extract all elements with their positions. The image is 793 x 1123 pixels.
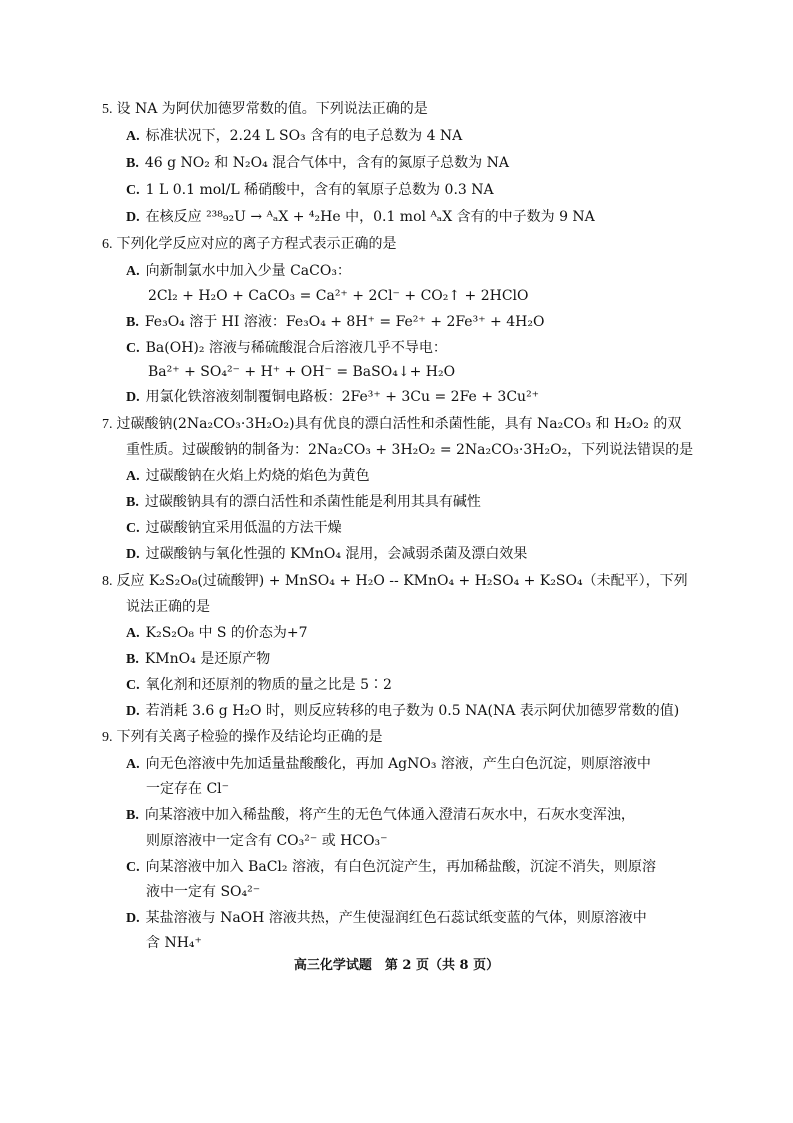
q7-stem-line1: 7. 过碳酸钠(2Na₂CO₃·3H₂O₂)具有优良的漂白活性和杀菌性能，具有 Na₂CO₃ 和 H₂O₂ 的双 — [102, 416, 682, 432]
q5-option-a: A. 标准状况下，2.24 L SO₃ 含有的电子总数为 4 NA — [126, 128, 463, 144]
q5-option-d: D. 在核反应 ²³⁸₉₂U → ᴬₐX + ⁴₂He 中，0.1 mol ᴬₐX 含有的中子数为 9 NA — [126, 209, 595, 225]
q7-option-c: C. 过碳酸钠宜采用低温的方法干燥 — [126, 520, 342, 536]
q8-stem-line2: 说法正确的是 — [126, 599, 210, 615]
q8-stem-line1: 8. 反应 K₂S₂O₈(过硫酸钾) + MnSO₄ + H₂O -- KMnO₄ + H₂SO₄ + K₂SO₄（未配平），下列 — [102, 573, 688, 589]
q5-stem — [102, 100, 428, 119]
q5-option-b: B. 46 g NO₂ 和 N₂O₄ 混合气体中，含有的氮原子总数为 NA — [126, 155, 509, 171]
q9-option-a: A. 向无色溶液中先加适量盐酸酸化，再加 AgNO₃ 溶液，产生白色沉淀，则原溶液中 — [126, 756, 651, 772]
q6-stem: 6. 下列化学反应对应的离子方程式表示正确的是 — [102, 236, 397, 252]
q6-option-c: C. Ba(OH)₂ 溶液与稀硫酸混合后溶液几乎不导电： — [126, 340, 447, 356]
q5-number: 5. — [102, 102, 113, 117]
q5-stem-text: 设 NA 为阿伏加德罗常数的值。下列说法正确的是 — [116, 101, 428, 117]
q8-option-b: B. KMnO₄ 是还原产物 — [126, 651, 271, 667]
q8-option-d: D. 若消耗 3.6 g H₂O 时，则反应转移的电子数为 0.5 NA(NA 表示阿伏加德罗常数的值) — [126, 703, 680, 719]
q8-option-c: C. 氧化剂和还原剂的物质的量之比是 5∶2 — [126, 677, 392, 693]
q9-option-d-cont: 含 NH₄⁺ — [146, 935, 202, 951]
q7-option-a: A. 过碳酸钠在火焰上灼烧的焰色为黄色 — [126, 468, 370, 484]
q6-option-a-equation: 2Cl₂ + H₂O + CaCO₃ = Ca²⁺ + 2Cl⁻ + CO₂↑ + 2HClO — [148, 288, 529, 304]
q6-option-d: D. 用氯化铁溶液刻制覆铜电路板：2Fe³⁺ + 3Cu = 2Fe + 3Cu²⁺ — [126, 389, 540, 405]
q7-stem-line2: 重性质。过碳酸钠的制备为：2Na₂CO₃ + 3H₂O₂ = 2Na₂CO₃·3H₂O₂，下列说法错误的是 — [126, 442, 694, 458]
q7-option-b: B. 过碳酸钠具有的漂白活性和杀菌性能是利用其具有碱性 — [126, 494, 481, 510]
q6-option-b: B. Fe₃O₄ 溶于 HI 溶液：Fe₃O₄ + 8H⁺ = Fe²⁺ + 2Fe³⁺ + 4H₂O — [126, 314, 545, 330]
q9-option-b-cont: 则原溶液中一定含有 CO₃²⁻ 或 HCO₃⁻ — [146, 833, 388, 849]
q9-option-b: B. 向某溶液中加入稀盐酸，将产生的无色气体通入澄清石灰水中，石灰水变浑浊， — [126, 807, 635, 823]
q8-option-a: A. K₂S₂O₈ 中 S 的价态为+7 — [126, 625, 308, 641]
q7-option-d: D. 过碳酸钠与氧化性强的 KMnO₄ 混用，会减弱杀菌及漂白效果 — [126, 546, 528, 562]
page-footer: 高三化学试题 第 2 页（共 8 页） — [293, 958, 500, 973]
q9-option-d: D. 某盐溶液与 NaOH 溶液共热，产生使湿润红色石蕊试纸变蓝的气体，则原溶液中 — [126, 910, 647, 926]
q9-stem: 9. 下列有关离子检验的操作及结论均正确的是 — [102, 729, 383, 745]
q6-option-c-equation: Ba²⁺ + SO₄²⁻ + H⁺ + OH⁻ = BaSO₄↓+ H₂O — [148, 364, 456, 380]
q9-option-c-cont: 液中一定有 SO₄²⁻ — [146, 884, 261, 900]
q6-option-a: A. 向新制氯水中加入少量 CaCO₃： — [126, 263, 351, 279]
q9-option-a-cont: 一定存在 Cl⁻ — [146, 781, 230, 797]
q9-option-c: C. 向某溶液中加入 BaCl₂ 溶液，有白色沉淀产生，再加稀盐酸，沉淀不消失，则原溶 — [126, 859, 656, 875]
q5-option-c: C. 1 L 0.1 mol/L 稀硝酸中，含有的氧原子总数为 0.3 NA — [126, 182, 494, 198]
